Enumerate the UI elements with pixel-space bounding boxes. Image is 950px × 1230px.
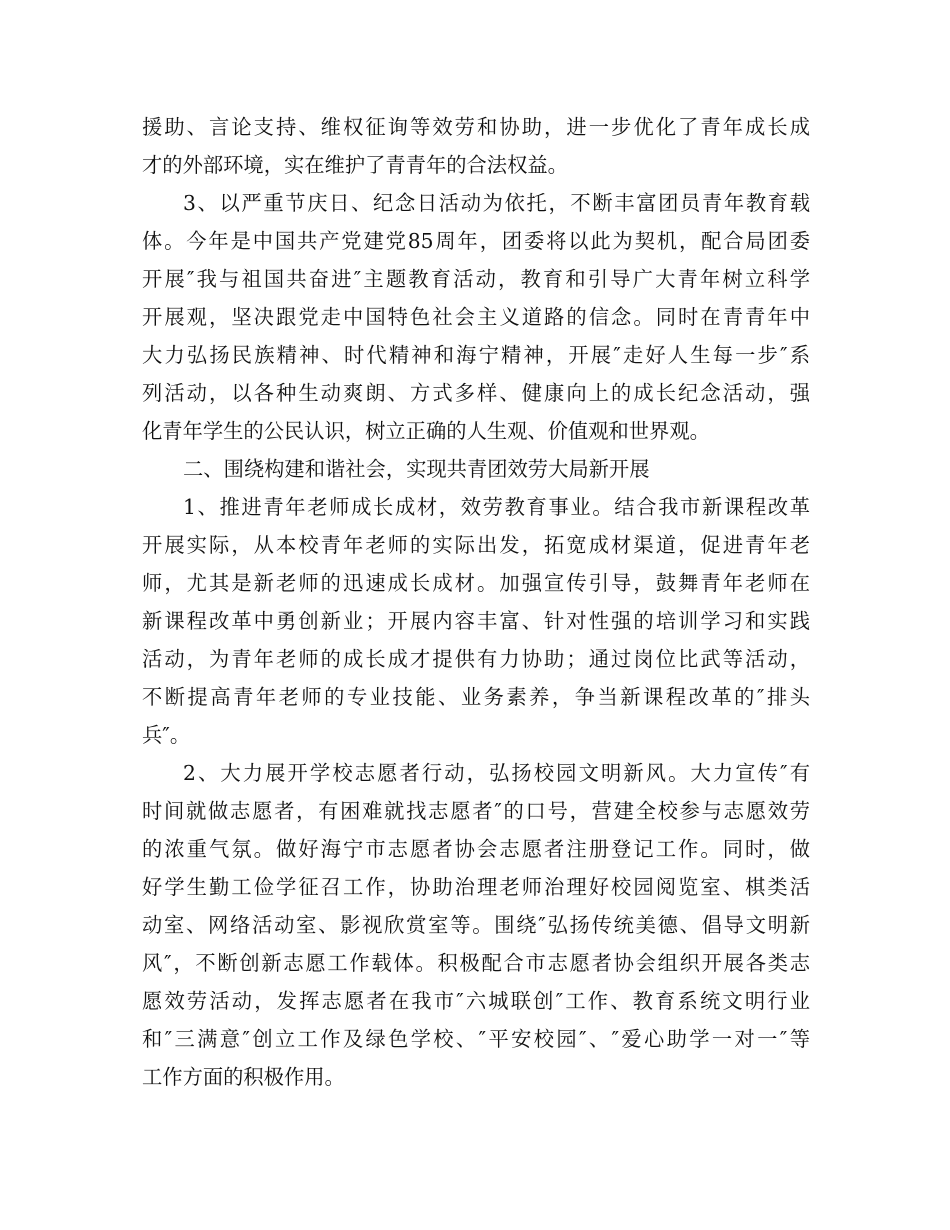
text-line: 开展观，坚决跟党走中国特色社会主义道路的信念。同时在青青年中 (142, 305, 810, 329)
text-line: 兵″。 (142, 723, 191, 747)
text-line: 1、推进青年老师成长成材，效劳教育事业。结合我市新课程改革 (183, 495, 810, 519)
text-line: 师，尤其是新老师的迅速成长成材。加强宣传引导，鼓舞青年老师在 (142, 571, 810, 595)
text-line: 援助、言论支持、维权征询等效劳和协助，进一步优化了青年成长成 (142, 115, 810, 139)
text-line: 风″，不断创新志愿工作载体。积极配合市志愿者协会组织开展各类志 (142, 951, 810, 975)
text-line: 化青年学生的公民认识，树立正确的人生观、价值观和世界观。 (142, 419, 710, 443)
text-line: 3、以严重节庆日、纪念日活动为依托，不断丰富团员青年教育载 (183, 191, 810, 215)
text-line: 大力弘扬民族精神、时代精神和海宁精神，开展″走好人生每一步″系 (142, 343, 810, 367)
text-line: 开展″我与祖国共奋进″主题教育活动，教育和引导广大青年树立科学 (142, 267, 810, 291)
text-line: 的浓重气氛。做好海宁市志愿者协会志愿者注册登记工作。同时，做 (142, 837, 810, 861)
text-line: 和″三满意″创立工作及绿色学校、″平安校园″、″爱心助学一对一″等 (142, 1027, 810, 1051)
text-line: 时间就做志愿者，有困难就找志愿者″的口号，营建全校参与志愿效劳 (142, 799, 810, 823)
text-line: 好学生勤工俭学征召工作，协助治理老师治理好校园阅览室、棋类活 (142, 875, 810, 899)
text-line: 才的外部环境，实在维护了青青年的合法权益。 (142, 153, 568, 177)
text-line: 二、围绕构建和谐社会，实现共青团效劳大局新开展 (183, 457, 650, 481)
text-line: 列活动，以各种生动爽朗、方式多样、健康向上的成长纪念活动，强 (142, 381, 810, 405)
text-line: 活动，为青年老师的成长成才提供有力协助；通过岗位比武等活动， (142, 647, 810, 671)
text-line: 愿效劳活动，发挥志愿者在我市″六城联创″工作、教育系统文明行业 (142, 989, 810, 1013)
document-body (142, 108, 810, 1096)
text-line: 开展实际，从本校青年老师的实际出发，拓宽成材渠道，促进青年老 (142, 533, 810, 557)
text-line: 动室、网络活动室、影视欣赏室等。围绕″弘扬传统美德、倡导文明新 (142, 913, 810, 937)
text-line: 工作方面的积极作用。 (142, 1065, 345, 1089)
text-line: 新课程改革中勇创新业；开展内容丰富、针对性强的培训学习和实践 (142, 609, 810, 633)
text-line: 体。今年是中国共产党建党85周年，团委将以此为契机，配合局团委 (142, 229, 810, 253)
text-line: 2、大力展开学校志愿者行动，弘扬校园文明新风。大力宣传″有 (183, 761, 810, 785)
text-line: 不断提高青年老师的专业技能、业务素养，争当新课程改革的″排头 (142, 685, 810, 709)
